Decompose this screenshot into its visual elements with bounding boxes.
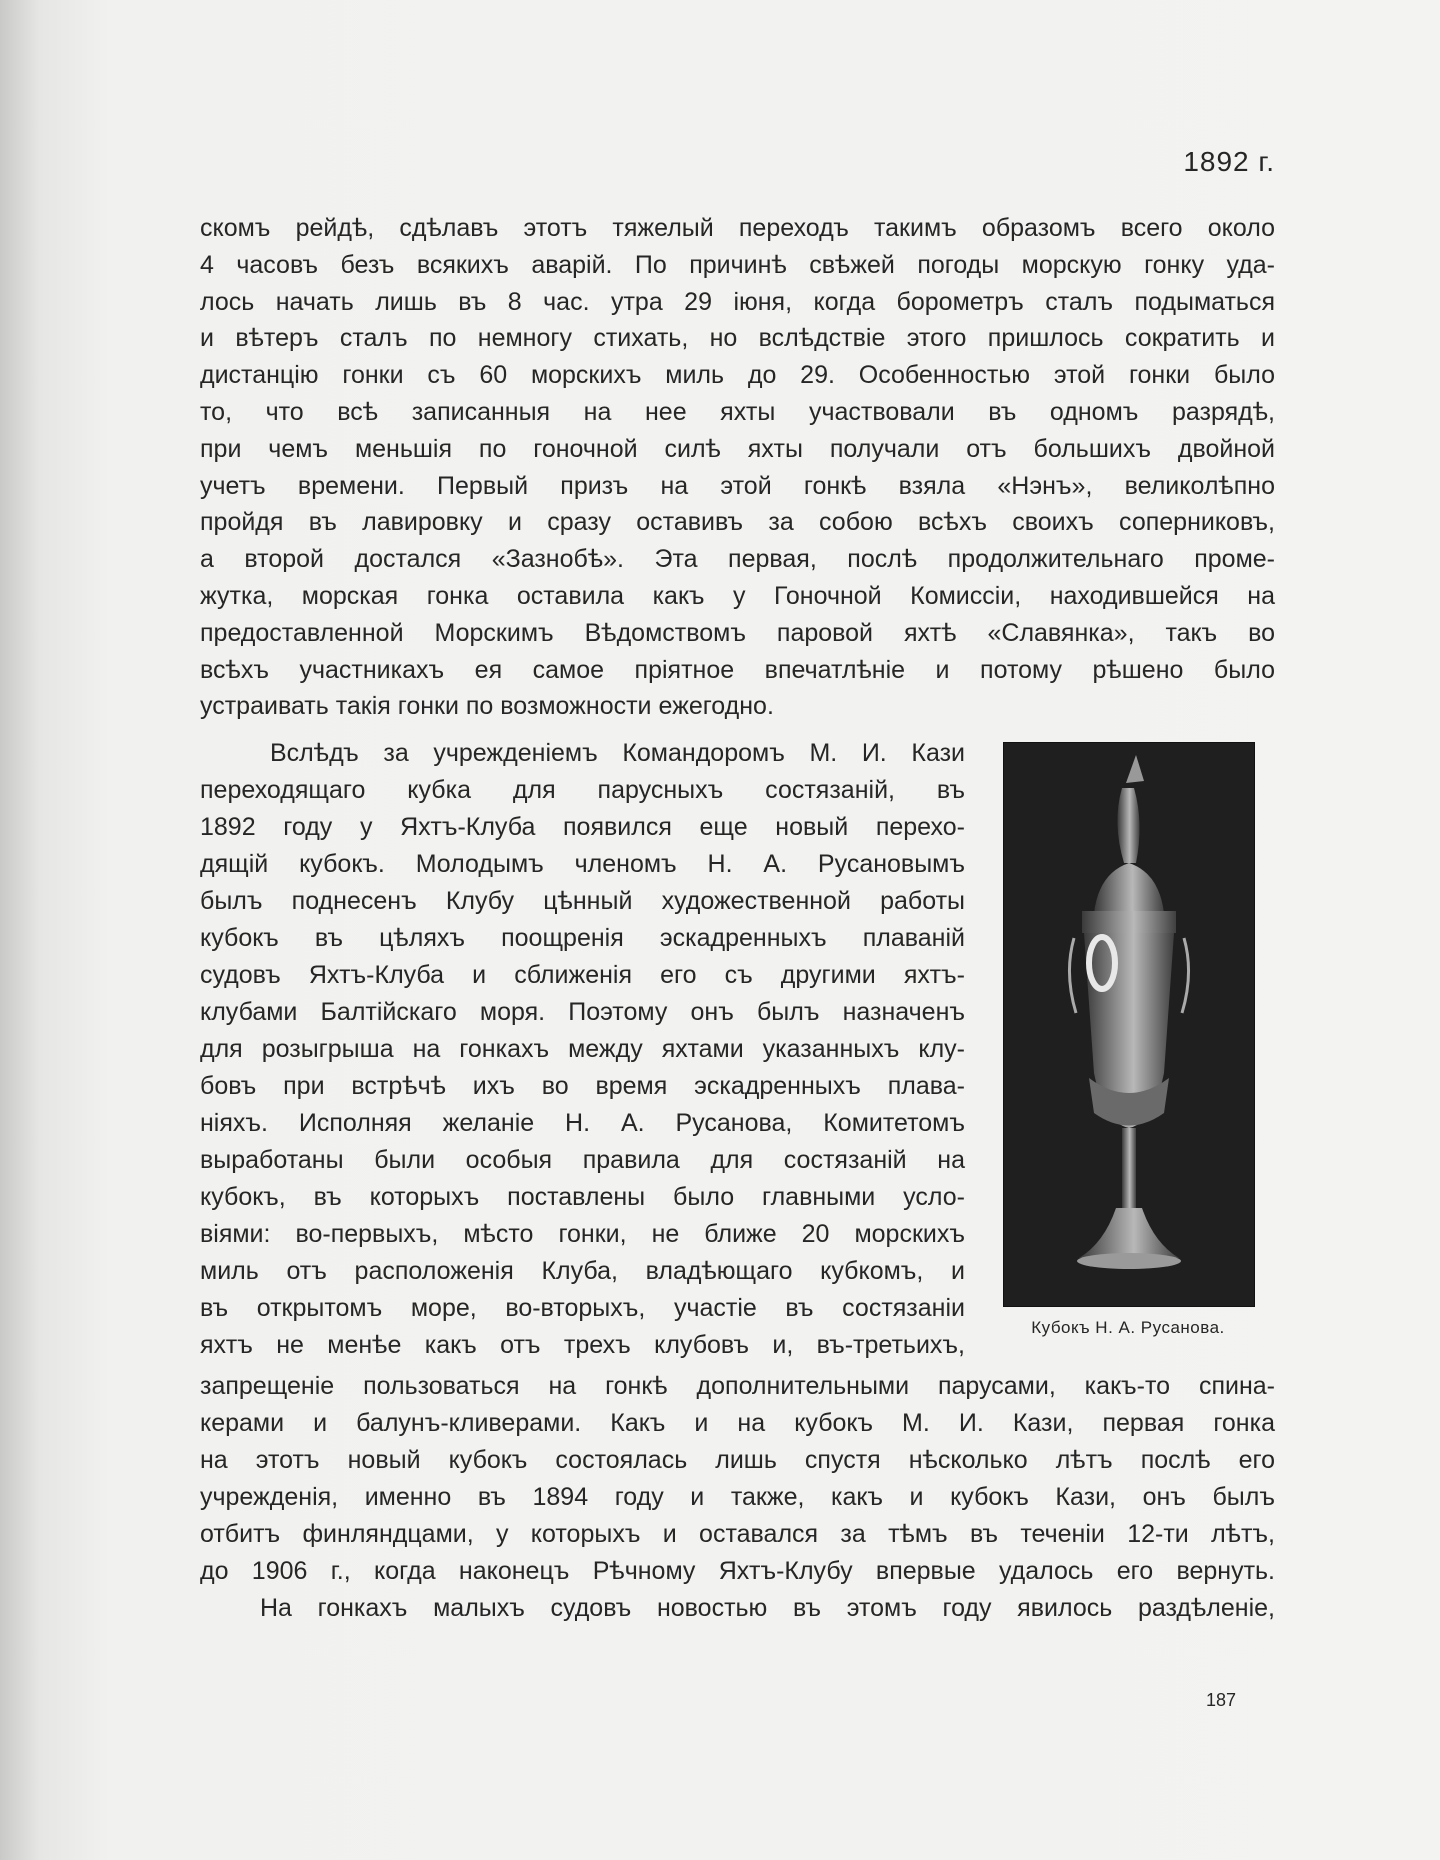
text-line: дящій кубокъ. Молодымъ членомъ Н. А. Русановымъ <box>200 850 965 878</box>
text-line: кубокъ, въ которыхъ поставлены было главными усло- <box>200 1183 965 1211</box>
text-line: то, что всѣ записанныя на нее яхты участвовали въ одномъ разрядѣ, <box>200 397 1275 426</box>
text-line: учетъ времени. Первый призъ на этой гонкѣ взяла «Нэнъ», великолѣпно <box>200 471 1275 500</box>
page-number: 187 <box>1206 1690 1237 1710</box>
text-line: керами и балунъ-кливерами. Какъ и на кубокъ М. И. Кази, первая гонка <box>200 1409 1275 1437</box>
text-line: На гонкахъ малыхъ судовъ новостью въ этомъ году явилось раздѣленіе, <box>260 1594 1275 1622</box>
text-line: лось начать лишь въ 8 час. утра 29 іюня, когда борометръ сталъ подыматься <box>200 287 1275 316</box>
text-line: выработаны были особыя правила для состязаній на <box>200 1146 965 1174</box>
trophy-cup-image <box>1004 743 1254 1306</box>
text-line: устраивать такія гонки по возможности ежегодно. <box>200 692 774 721</box>
text-line: для розыгрыша на гонкахъ между яхтами указанныхъ клу- <box>200 1035 965 1063</box>
text-line: въ открытомъ море, во-вторыхъ, участіе въ состязаніи <box>200 1294 965 1322</box>
text-line: Вслѣдъ за учрежденіемъ Командоромъ М. И. Кази <box>270 739 965 767</box>
paragraph-2-column <box>200 735 965 1364</box>
text-line: до 1906 г., когда наконецъ Рѣчному Яхтъ-Клубу впервые удалось его вернуть. <box>200 1557 1275 1585</box>
paragraph-1 <box>200 210 1275 725</box>
text-line: предоставленной Морскимъ Вѣдомствомъ паровой яхтѣ «Славянка», такъ во <box>200 618 1275 647</box>
text-line: віями: во-первыхъ, мѣсто гонки, не ближе 20 морскихъ <box>200 1220 965 1248</box>
running-header-year: 1892 г. <box>1183 146 1275 177</box>
text-line: ніяхъ. Исполняя желаніе Н. А. Русанова, Комитетомъ <box>200 1109 965 1137</box>
trophy-cup-photo <box>1003 742 1255 1307</box>
figure-caption: Кубокъ Н. А. Русанова. <box>1031 1318 1225 1337</box>
text-line: миль отъ расположенія Клуба, владѣющаго кубкомъ, и <box>200 1257 965 1285</box>
text-line: учрежденія, именно въ 1894 году и также, какъ и кубокъ Кази, онъ былъ <box>200 1483 1275 1511</box>
text-line: пройдя въ лавировку и сразу оставивъ за собою всѣхъ своихъ соперниковъ, <box>200 508 1275 537</box>
text-line: 4 часовъ безъ всякихъ аварій. По причинѣ свѣжей погоды морскую гонку уда- <box>200 250 1275 279</box>
text-line: 1892 году у Яхтъ-Клуба появился еще новый перехо- <box>200 813 965 841</box>
text-line: кубокъ въ цѣляхъ поощренія эскадренныхъ плаваній <box>200 924 965 952</box>
text-line: жутка, морская гонка оставила какъ у Гоночной Комиссіи, находившейся на <box>200 581 1275 610</box>
text-line: переходящаго кубка для парусныхъ состязаній, въ <box>200 776 965 804</box>
text-line: отбитъ финляндцами, у которыхъ и оставался за тѣмъ въ теченіи 12-ти лѣтъ, <box>200 1520 1275 1548</box>
text-line: дистанцію гонки съ 60 морскихъ миль до 29. Особенностью этой гонки было <box>200 361 1275 390</box>
text-line: бовъ при встрѣчѣ ихъ во время эскадренныхъ плава- <box>200 1072 965 1100</box>
text-line: при чемъ меньшія по гоночной силѣ яхты получали отъ большихъ двойной <box>200 434 1275 463</box>
text-line: скомъ рейдѣ, сдѣлавъ этотъ тяжелый переходъ такимъ образомъ всего около <box>200 214 1275 242</box>
paragraph-2-continued <box>200 1368 1275 1627</box>
text-line: и вѣтеръ сталъ по немногу стихать, но вслѣдствіе этого пришлось сократить и <box>200 324 1275 353</box>
text-line: запрещеніе пользоваться на гонкѣ дополнительными парусами, какъ-то спина- <box>200 1372 1275 1400</box>
text-line: на этотъ новый кубокъ состоялась лишь спустя нѣсколько лѣтъ послѣ его <box>200 1446 1275 1474</box>
text-line: всѣхъ участникахъ ея самое пріятное впечатлѣніе и потому рѣшено было <box>200 655 1275 684</box>
text-line: былъ поднесенъ Клубу цѣнный художественной работы <box>200 887 965 915</box>
text-line: яхтъ не менѣе какъ отъ трехъ клубовъ и, въ-третьихъ, <box>200 1331 965 1359</box>
text-line: судовъ Яхтъ-Клуба и сближенія его съ другими яхтъ- <box>200 961 965 989</box>
text-line: а второй достался «Зазнобѣ». Эта первая, послѣ продолжительнаго проме- <box>200 545 1275 574</box>
text-line: клубами Балтійскаго моря. Поэтому онъ былъ назначенъ <box>200 998 965 1026</box>
